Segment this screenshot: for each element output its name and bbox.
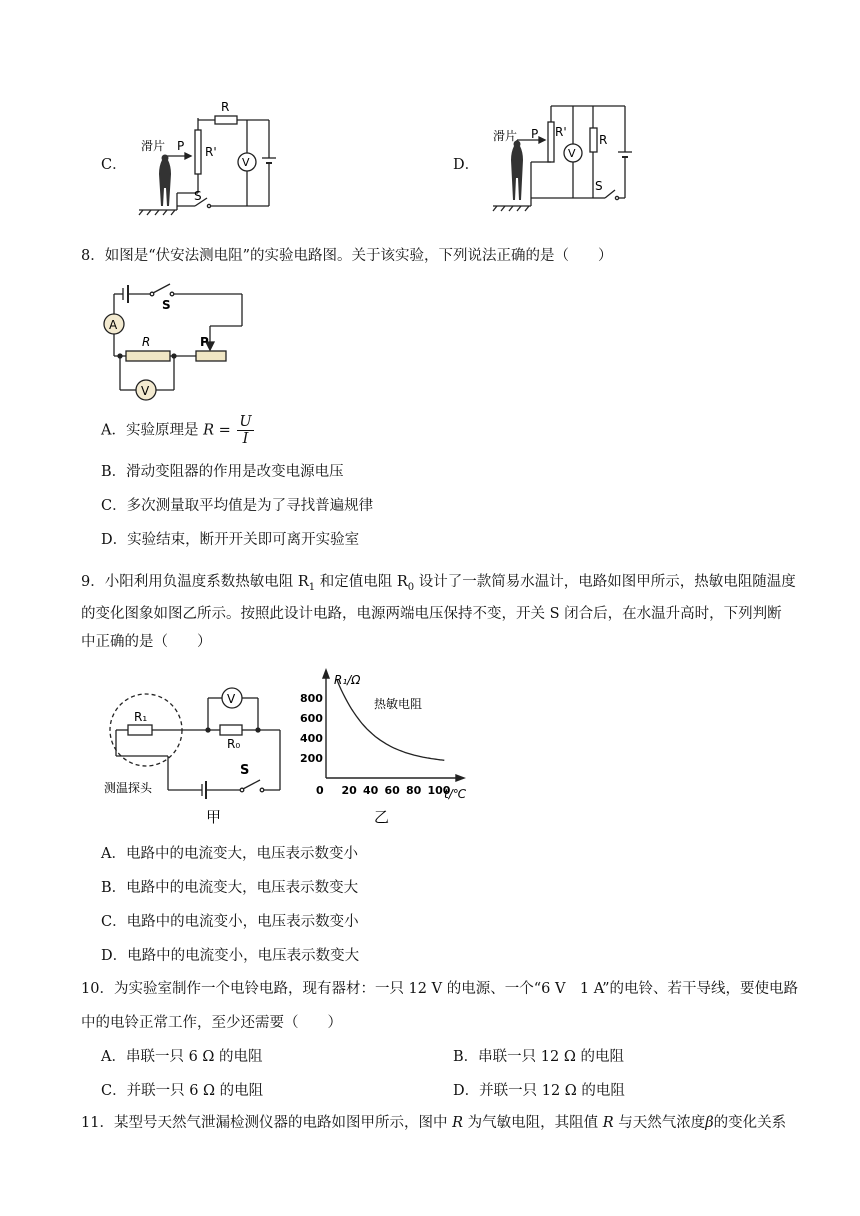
ammeter-label: A <box>109 318 118 332</box>
x-axis-arrow <box>456 775 464 781</box>
symbol-r: R <box>602 1115 614 1131</box>
r-label: R <box>221 100 230 114</box>
text: 为气敏电阻，其阻值 <box>462 1115 603 1131</box>
q10-stem-line2: 中的电铃正常工作，至少还需要（ ） <box>81 1015 342 1031</box>
q10-option-c: C．并联一只 6 Ω 的电阻 <box>101 1083 264 1099</box>
switch-label: S <box>162 298 171 312</box>
x-tick-label: 80 <box>406 784 422 797</box>
q10-option-b: B．串联一只 12 Ω 的电阻 <box>453 1049 624 1065</box>
text: 9．小阳利用负温度系数热敏电阻 R <box>81 574 309 590</box>
q8-option-a <box>101 414 254 447</box>
q8-option-c: C．多次测量取平均值是为了寻找普遍规律 <box>101 498 374 514</box>
x-tick-label: 100 <box>427 784 451 797</box>
q9-option-a: A．电路中的电流变大，电压表示数变小 <box>101 846 358 862</box>
option-d-label: D． <box>453 157 480 173</box>
text: 的变化关系 <box>713 1115 787 1131</box>
formula-numerator: U <box>239 414 252 430</box>
q9-figure-yi-chart <box>298 666 478 826</box>
voltmeter-label: V <box>141 384 150 398</box>
circuit-diagram-d <box>487 98 637 216</box>
voltmeter-label: V <box>227 692 236 706</box>
series-label: 热敏电阻 <box>374 697 423 711</box>
x-tick-label: 0 <box>316 784 324 797</box>
figure-caption-jia: 甲 <box>206 808 222 826</box>
y-tick-label: 800 <box>300 692 323 705</box>
formula-fraction <box>237 414 253 447</box>
q8-option-b: B．滑动变阻器的作用是改变电源电压 <box>101 464 344 480</box>
r-prime-label: R' <box>205 145 217 159</box>
resistor-label: R <box>142 335 151 349</box>
q9-figure-jia <box>100 678 290 826</box>
q10-option-a: A．串联一只 6 Ω 的电阻 <box>101 1049 263 1065</box>
slider-label: 滑片 <box>493 129 518 143</box>
q9-stem-line2: 的变化图象如图乙所示。按照此设计电路，电源两端电压保持不变，开关 S 闭合后，在水温升高时，下列判断 <box>81 606 782 622</box>
slider-label: P <box>200 335 209 349</box>
y-axis-label: R₁/Ω <box>334 673 361 687</box>
q9-option-d: D．电路中的电流变小，电压表示数变大 <box>101 948 360 964</box>
subscript: 0 <box>407 581 415 593</box>
symbol-beta: β <box>705 1115 714 1131</box>
q8-option-a-text: A．实验原理是 <box>101 422 199 439</box>
y-tick-label: 600 <box>300 712 323 725</box>
r-label: R <box>599 133 608 147</box>
r-prime-label: R' <box>555 125 567 139</box>
x-tick-label: 20 <box>341 784 357 797</box>
q9-option-b: B．电路中的电流变大，电压表示数变大 <box>101 880 359 896</box>
voltmeter-label: V <box>568 147 576 160</box>
switch-label: S <box>595 179 603 193</box>
p-label: P <box>531 127 539 141</box>
x-axis-label: t/℃ <box>444 787 467 801</box>
text: 设计了一款简易水温计，电路如图甲所示，热敏电阻随温度 <box>414 574 796 590</box>
q8-circuit-diagram <box>98 278 248 402</box>
q8-stem: 8．如图是“伏安法测电阻”的实验电路图。关于该实验，下列说法正确的是（ ） <box>81 248 613 264</box>
thermistor-curve <box>337 680 445 761</box>
voltmeter-label: V <box>242 156 250 169</box>
text: 11．某型号天然气泄漏检测仪器的电路如图甲所示，图中 <box>81 1115 453 1131</box>
figure-caption-yi: 乙 <box>374 808 390 826</box>
text: 与天然气浓度 <box>613 1115 706 1131</box>
q9-stem-line3: 中正确的是（ ） <box>81 634 212 650</box>
q10-option-d: D．并联一只 12 Ω 的电阻 <box>453 1083 625 1099</box>
formula-denominator: I <box>242 431 249 447</box>
y-tick-label: 400 <box>300 732 323 745</box>
switch-label: S <box>240 763 250 778</box>
x-tick-label: 60 <box>384 784 400 797</box>
p-label: P <box>177 139 185 153</box>
option-c-label: C． <box>101 157 127 173</box>
formula-lhs: R = <box>203 422 231 439</box>
probe-label: 测温探头 <box>104 781 153 795</box>
r0-label: R₀ <box>227 737 241 751</box>
x-tick-label: 40 <box>363 784 379 797</box>
y-tick-label: 200 <box>300 752 323 765</box>
switch-label: S <box>194 189 202 203</box>
subscript: 1 <box>308 581 316 593</box>
q8-option-d: D．实验结束，断开开关即可离开实验室 <box>101 532 360 548</box>
circuit-diagram-c <box>135 98 285 216</box>
q9-option-c: C．电路中的电流变小，电压表示数变小 <box>101 914 359 930</box>
symbol-r: R <box>452 1115 463 1131</box>
text: 和定值电阻 R <box>315 574 408 590</box>
q11-stem <box>81 1106 811 1140</box>
slider-label: 滑片 <box>141 139 166 153</box>
y-axis-arrow <box>323 670 329 678</box>
q10-stem-line1: 10．为实验室制作一个电铃电路，现有器材：一只 12 V 的电源、一个“6 V 1 A”的电铃、若干导线，要使电路 <box>81 981 799 997</box>
r1-label: R₁ <box>134 710 148 724</box>
